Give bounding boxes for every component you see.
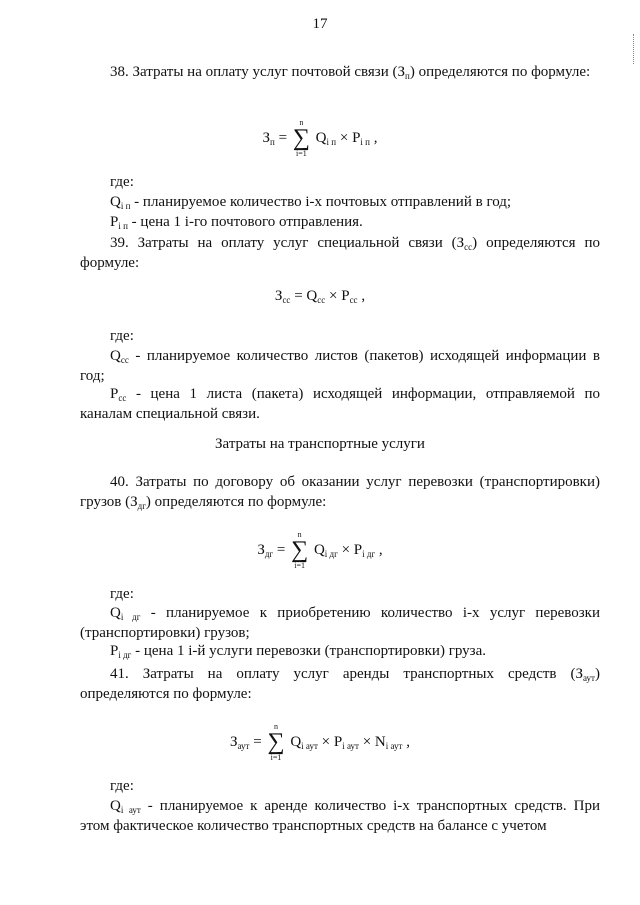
section-heading-transport: Затраты на транспортные услуги xyxy=(215,436,425,452)
paragraph-38: 38. Затраты на оплату услуг почтовой связи $(З_п)$ определяются по формуле: xyxy=(110,64,591,81)
definition-p-post: $P_{i п}$ - цена 1 i-го почтового отправления. xyxy=(110,214,363,231)
where-label: где: xyxy=(110,586,134,602)
formula-40: $З_{дг}$ = n ∑ i=1 $Q_{i дг} \times P_{i дг}$ , xyxy=(257,530,383,570)
definition-q-cargo: $Q_{i дг}$ - планируемое к приобретению количество i-х услуг перевозки (транспортировки) грузов; xyxy=(80,605,600,641)
page-number: 17 xyxy=(312,16,328,32)
paragraph-40: 40. Затраты по договору об оказании услуг перевозки (транспортировки) грузов $(З_{дг})$ определяются по формуле: xyxy=(80,474,600,511)
definition-q-special: $Q_{сс}$ - планируемое количество листов (пакетов) исходящей информации в год; xyxy=(80,348,600,384)
where-label: где: xyxy=(110,328,134,344)
sum-symbol: n ∑ i=1 xyxy=(292,118,310,158)
formula-38: $З_п$ = n ∑ i=1 $Q_{i п} \times P_{i п}$ , xyxy=(262,118,378,158)
scan-edge-mark xyxy=(633,34,638,64)
sum-symbol: n ∑ i=1 xyxy=(267,722,285,762)
where-label: где: xyxy=(110,174,134,190)
formula-39: $З_{сс} = Q_{сс} \times P_{сс}$ , xyxy=(274,288,366,306)
definition-q-rent: $Q_{i аут}$ - планируемое к аренде количество i-х транспортных средств. При этом фактическое количество транспортных средств на балансе с учетом xyxy=(80,798,600,834)
definition-q-post: $Q_{i п}$ - планируемое количество i-х почтовых отправлений в год; xyxy=(110,194,512,211)
paragraph-41: 41. Затраты на оплату услуг аренды транспортных средств $(З_{аут})$ определяются по формуле: xyxy=(80,666,600,702)
definition-p-special: $P_{сс}$ - цена 1 листа (пакета) исходящей информации, отправляемой по каналам специальной связи. xyxy=(80,386,600,422)
definition-p-cargo: $P_{i дг}$ - цена 1 i-й услуги перевозки (транспортировки) груза. xyxy=(110,643,486,660)
sum-symbol: n ∑ i=1 xyxy=(291,530,309,570)
formula-41: $З_{аут}$ = n ∑ i=1 $Q_{i аут} \times P_{i аут} \times N_{i аут}$ , xyxy=(230,722,410,762)
where-label: где: xyxy=(110,778,134,794)
paragraph-39: 39. Затраты на оплату услуг специальной связи $(З_{сс})$ определяются по формуле: xyxy=(80,235,600,271)
